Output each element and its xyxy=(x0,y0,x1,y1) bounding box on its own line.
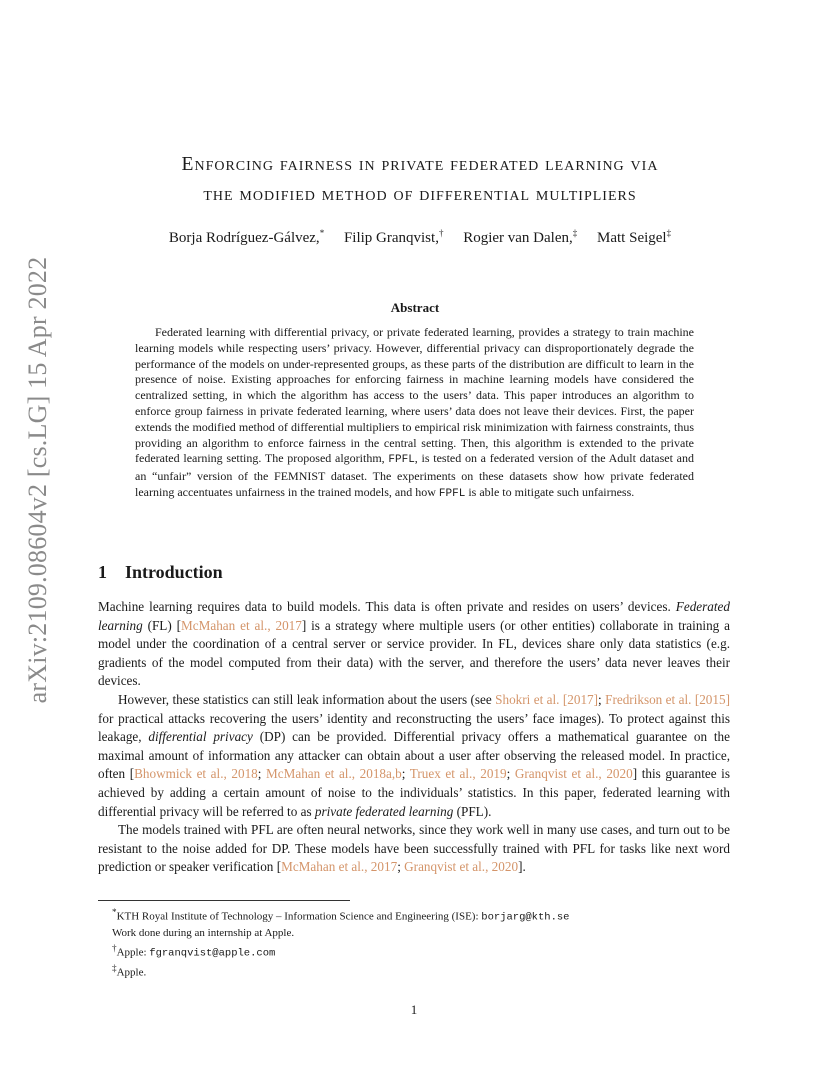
abstract-heading: Abstract xyxy=(390,300,440,315)
section-title: Introduction xyxy=(125,562,223,582)
paragraph-1: Machine learning requires data to build models. This data is often private and resides on users’ devices. Federated learning (FL) [McMahan et al., 2017] is a strategy where multiple users (or other entities) collaborate in training a model under the coordination of a central server or service provider. In FL, devices share only data statistics (e.g. gradients of the model computed from their data) with the server, and therefore the users’ data never leaves their devices. xyxy=(98,599,731,689)
author-1: Borja Rodríguez-Gálvez,* xyxy=(168,228,325,246)
algorithm-name: FPFL xyxy=(438,487,466,500)
footnote-2: †Apple: fgranqvist@apple.com xyxy=(112,942,276,960)
citation-link[interactable]: McMahan et al., 2017 xyxy=(281,859,398,875)
arxiv-stamp-text: arXiv:2109.08604v2 [cs.LG] 15 Apr 2022 xyxy=(23,256,52,704)
page-number: 1 xyxy=(410,1002,418,1017)
citation-link[interactable]: McMahan et al., 2018a,b xyxy=(266,766,402,782)
paragraph-2: However, these statistics can still leak information about the users (see Shokri et al. [2017]; Fredrikson et al. [2015] for practical attacks recovering the users’ identity and reconstructing the users’ face images). To protect against this leakage, differential privacy (DP) can be provided. Differential privacy offers a mathematical guarantee on the maximal amount of information any attacker can obtain about a user after observing the released model. In practice, often [Bhowmick et al., 2018; McMahan et al., 2018a,b; Truex et al., 2019; Granqvist et al., 2020] this guarantee is achieved by adding a certain amount of noise to the individuals’ statistics. In this paper, federated learning with differential privacy will be referred to as private federated learning (PFL). xyxy=(98,691,731,819)
citation-link[interactable]: Shokri et al. [2017] xyxy=(495,691,599,707)
footnote-divider xyxy=(98,900,350,901)
paper-title xyxy=(90,150,750,210)
algorithm-name: FPFL xyxy=(388,454,415,467)
intro-body xyxy=(98,598,730,877)
paragraph-3: The models trained with PFL are often neural networks, since they work well in many use cases, and turn out to be resistant to the noise added for DP. These models have been successfully trained with PFL for tasks like next word prediction or speaker verification [McMahan et al., 2017; Granqvist et al., 2020]. xyxy=(98,822,730,875)
title-line-2: the modified method of differential multipliers xyxy=(203,184,637,205)
section-heading xyxy=(98,562,223,583)
abstract-text: Federated learning with differential privacy, or private federated learning, provides a strategy to train machine learning models while respecting users’ privacy. However, differential privacy can disproportionately degrade the performance of the models on under-represented groups, as these parts of the distribution are difficult to learn in the presence of noise. Existing approaches for enforcing fairness in machine learning models have considered the centralized setting, in which the algorithm has access to the users’ data. This paper introduces an algorithm to enforce group fairness in private federated learning, where users’ data does not leave their devices. First, the paper extends the modified method of differential multipliers to empirical risk minimization with fairness constraints, thus providing an algorithm to enforce fairness in the central setting. Then, this algorithm is extended to the private federated learning setting. The proposed algorithm, FPFL, is tested on a federated version of the Adult dataset and an “unfair” version of the FEMNIST dataset. The experiments on these datasets show how private federated learning accentuates unfairness in the trained models, and how FPFL is able to mitigate such unfairness. xyxy=(135,325,695,500)
footnote-1: *KTH Royal Institute of Technology – Information Science and Engineering (ISE): borjarg@kth.se xyxy=(112,907,570,924)
citation-link[interactable]: Granqvist et al., 2020 xyxy=(514,766,633,782)
footnote-1-note: Work done during an internship at Apple. xyxy=(112,926,295,939)
author-3: Rogier van Dalen,‡ xyxy=(463,228,578,246)
author-4: Matt Seigel‡ xyxy=(597,228,672,246)
citation-link[interactable]: Fredrikson et al. [2015] xyxy=(605,691,730,707)
footnote-3: ‡Apple. xyxy=(112,963,147,979)
footnotes xyxy=(112,905,712,981)
email-link[interactable]: borjarg@kth.se xyxy=(481,911,570,924)
section-number: 1 xyxy=(98,562,107,582)
citation-link[interactable]: Truex et al., 2019 xyxy=(409,766,507,782)
citation-link[interactable]: McMahan et al., 2017 xyxy=(181,617,302,633)
arxiv-stamp xyxy=(0,0,70,1072)
author-list xyxy=(90,228,750,247)
citation-link[interactable]: Granqvist et al., 2020 xyxy=(404,859,519,875)
citation-link[interactable]: Bhowmick et al., 2018 xyxy=(134,766,258,782)
email-link[interactable]: fgranqvist@apple.com xyxy=(149,947,276,960)
title-line-1: Enforcing fairness in private federated learning via xyxy=(181,154,659,175)
author-2: Filip Granqvist,† xyxy=(343,228,444,246)
